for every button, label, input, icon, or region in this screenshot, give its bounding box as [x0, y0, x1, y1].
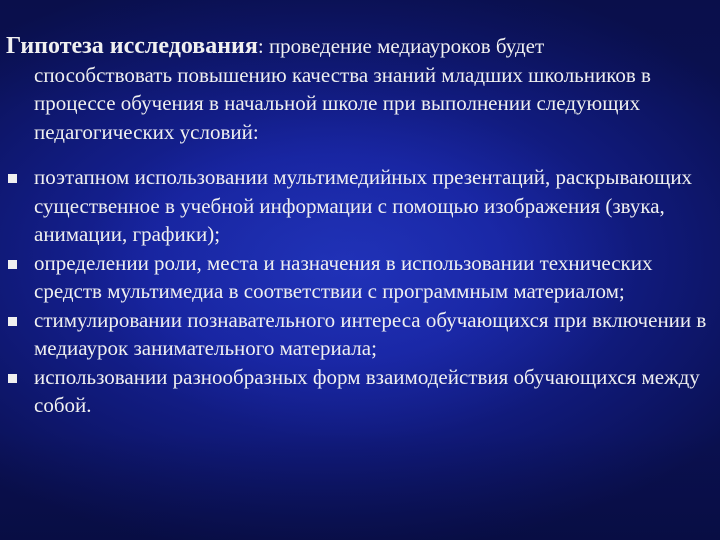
- square-bullet-icon: [8, 374, 17, 383]
- square-bullet-icon: [8, 174, 17, 183]
- square-bullet-icon: [8, 317, 17, 326]
- conditions-list: [6, 163, 718, 420]
- hypothesis-paragraph: [6, 32, 706, 146]
- slide-heading: Гипотеза исследования: [6, 33, 258, 59]
- list-item-text: использовании разнообразных форм взаимодействия обучающихся между собой.: [34, 364, 700, 417]
- list-item: [6, 163, 718, 249]
- list-item: [6, 306, 718, 363]
- list-item-text: стимулировании познавательного интереса обучающихся при включении в медиаурок занимательного материала;: [34, 307, 707, 360]
- square-bullet-icon: [8, 260, 17, 269]
- list-item-text: поэтапном использовании мультимедийных презентаций, раскрывающих существенное в учебной информации с помощью изображения (звука, анимации, графики);: [34, 165, 693, 246]
- list-item: [6, 249, 718, 306]
- list-item-text: определении роли, места и назначения в использовании технических средств мультимедиа в соответствии с программным материалом;: [34, 250, 653, 303]
- intro-first-line: : проведение медиауроков будет: [257, 34, 545, 58]
- intro-continuation: способствовать повышению качества знаний младших школьников в процессе обучения в начальной школе при выполнении следующих педагогических условий:: [34, 62, 651, 144]
- list-item: [6, 363, 718, 420]
